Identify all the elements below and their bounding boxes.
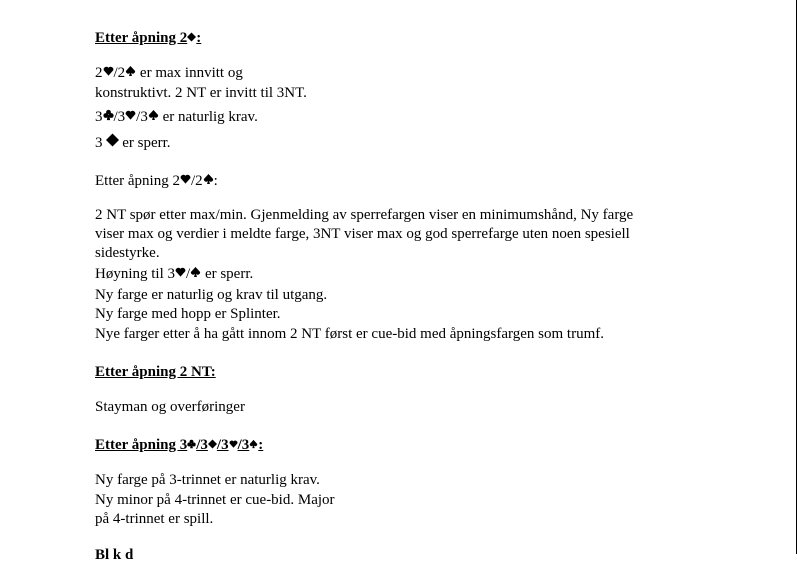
text: /3 — [216, 437, 229, 453]
club-icon — [103, 109, 114, 121]
sec2-line7: Nye farger etter å ha gått innom 2 NT først er cue-bid med åpningsfargen som trumf. — [95, 326, 605, 342]
sec2-line6: Ny farge med hopp er Splinter. — [95, 306, 281, 322]
text: er sperr. — [201, 266, 254, 282]
heading-colon: : — [196, 30, 202, 46]
text: /3 — [136, 109, 148, 125]
text: : — [258, 437, 264, 453]
heading-after-2nt: Etter åpning 2 NT: — [95, 364, 216, 380]
sec4-line2: Ny minor på 4-trinnet er cue-bid. Major — [95, 492, 335, 508]
heading-text: Etter åpning 2 — [95, 30, 188, 46]
sec1-line2: konstruktivt. 2 NT er invitt til 3NT. — [95, 85, 307, 101]
heart-icon — [125, 109, 136, 121]
sec1-line4 — [95, 133, 171, 152]
heading-after-3-openings — [95, 436, 263, 454]
text: /3 — [237, 437, 250, 453]
diamond-icon — [106, 133, 119, 147]
text: : — [213, 173, 218, 189]
sec2-line2: viser max og verdier i meldte farge, 3NT viser max og god sperrefarge uten noen spesiell — [95, 226, 630, 242]
diamond-icon — [208, 439, 217, 449]
spade-icon — [203, 173, 214, 185]
text: Etter åpning 2 — [95, 173, 180, 189]
heading-after-2-hearts-spades — [95, 172, 218, 190]
text: / — [186, 266, 191, 282]
heading-after-2-diamonds — [95, 29, 201, 47]
sec3-line1: Stayman og overføringer — [95, 399, 245, 415]
cutoff-heading: Bl k d — [95, 547, 134, 563]
sec1-line3 — [95, 108, 258, 126]
heart-icon — [180, 173, 191, 185]
sec4-line3: på 4-trinnet er spill. — [95, 511, 214, 527]
sec2-line1: 2 NT spør etter max/min. Gjenmelding av sperrefargen viser en minimumshånd, Ny farge — [95, 207, 634, 223]
spade-icon — [125, 65, 136, 77]
heart-icon — [175, 266, 186, 278]
sec2-line3: sidestyrke. — [95, 245, 160, 261]
text: /2 — [190, 173, 203, 189]
spade-icon — [148, 109, 159, 121]
sec2-line5: Ny farge er naturlig og krav til utgang. — [95, 287, 328, 303]
text: /3 — [113, 109, 126, 125]
heart-icon — [103, 65, 114, 77]
text: Høyning til 3 — [95, 266, 176, 282]
club-icon — [187, 439, 196, 449]
spade-icon — [190, 266, 201, 278]
text: er sperr. — [118, 135, 171, 151]
text: er max innvitt og — [136, 65, 243, 81]
sec2-line4 — [95, 265, 253, 283]
text: /2 — [113, 65, 126, 81]
text: /3 — [196, 437, 208, 453]
diamond-icon — [187, 32, 196, 42]
sec4-line1: Ny farge på 3-trinnet er naturlig krav. — [95, 472, 320, 488]
text: 3 — [95, 135, 103, 151]
text: er naturlig krav. — [158, 109, 258, 125]
spade-icon — [249, 439, 258, 449]
text: 2 — [95, 65, 103, 81]
text: 3 — [95, 109, 103, 125]
text: Etter åpning 3 — [95, 437, 188, 453]
sec1-line1 — [95, 64, 243, 82]
heart-icon — [229, 439, 238, 449]
